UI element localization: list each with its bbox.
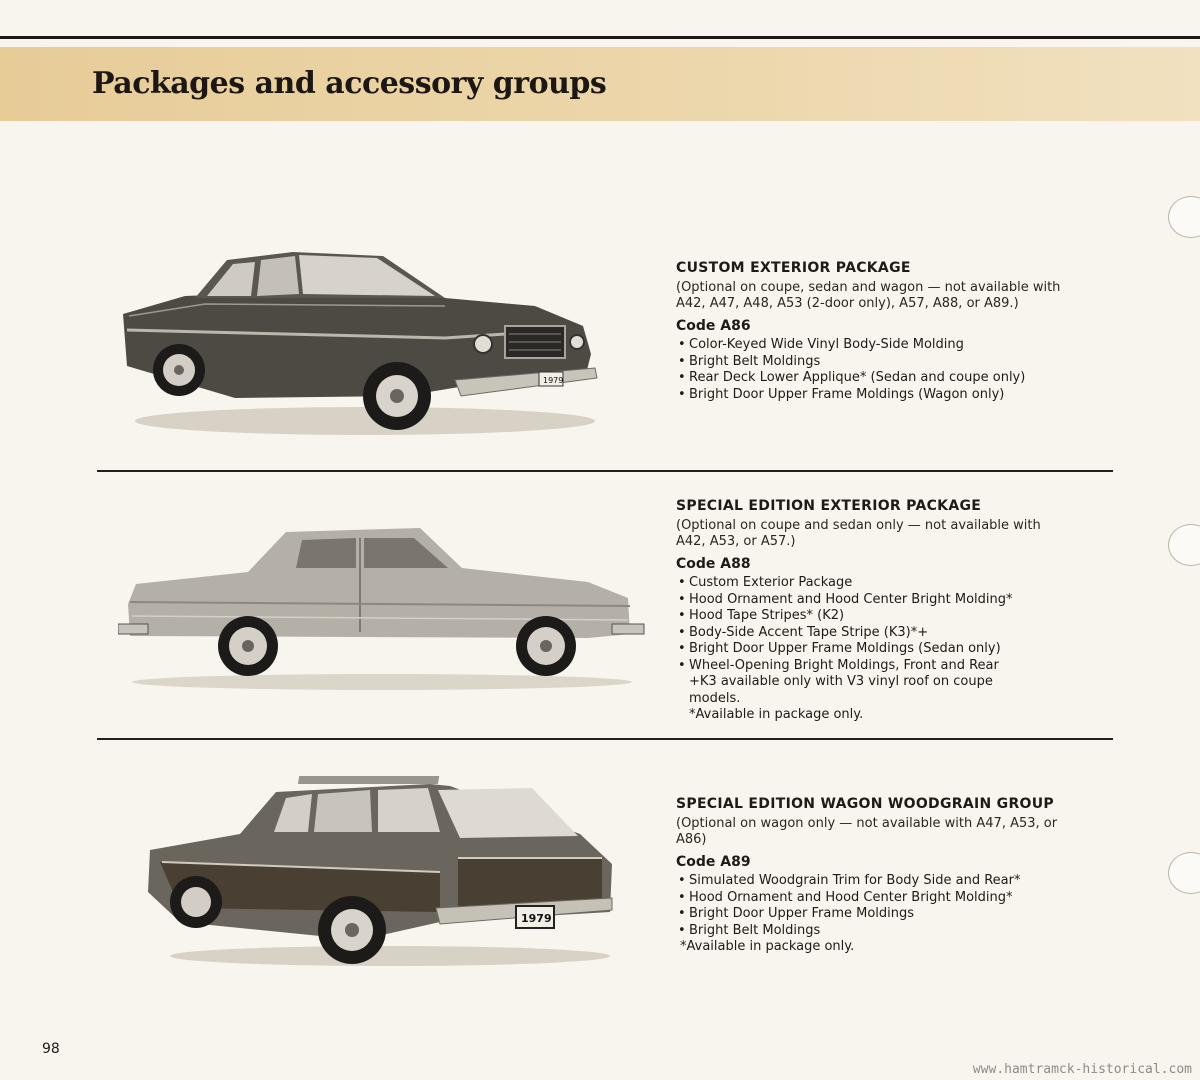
- list-item: • Wheel-Opening Bright Moldings, Front and Rear: [676, 658, 1046, 675]
- watermark: www.hamtramck-historical.com: [972, 1062, 1192, 1077]
- list-item: • Hood Tape Stripes* (K2): [676, 608, 1046, 625]
- feature-list: [676, 575, 1046, 674]
- section-divider: [97, 470, 1113, 472]
- list-item: • Body-Side Accent Tape Stripe (K3)*+: [676, 625, 1046, 642]
- list-item: • Bright Belt Moldings: [676, 923, 1076, 940]
- footnote: +K3 available only with V3 vinyl roof on coupe models.: [689, 674, 993, 706]
- page-number: 98: [42, 1041, 60, 1057]
- section-code: Code A86: [676, 317, 751, 334]
- list-item: • Simulated Woodgrain Trim for Body Side and Rear*: [676, 873, 1076, 890]
- sedan-car-image: [115, 246, 605, 446]
- sedan-side-car-image: [118, 524, 646, 692]
- binder-hole-top: [1168, 196, 1200, 238]
- feature-list: [676, 337, 1076, 403]
- top-rule: [0, 36, 1200, 39]
- section-code: Code A88: [676, 555, 751, 572]
- list-item: • Bright Door Upper Frame Moldings: [676, 906, 1076, 923]
- binder-hole-middle: [1168, 524, 1200, 566]
- list-item: • Color-Keyed Wide Vinyl Body-Side Molding: [676, 337, 1076, 354]
- section-divider: [97, 738, 1113, 740]
- footnote: *Available in package only.: [689, 707, 864, 722]
- section-title: SPECIAL EDITION WAGON WOODGRAIN GROUP: [676, 796, 1054, 812]
- footnote: *Available in package only.: [680, 939, 855, 954]
- special-edition-exterior-package-section: [676, 498, 1046, 724]
- special-edition-wagon-woodgrain-group-section: [676, 796, 1076, 956]
- page-title: Packages and accessory groups: [92, 66, 607, 101]
- list-item: • Rear Deck Lower Applique* (Sedan and coupe only): [676, 370, 1076, 387]
- list-item: • Bright Door Upper Frame Moldings (Wagon only): [676, 387, 1076, 404]
- list-item: • Bright Door Upper Frame Moldings (Sedan only): [676, 641, 1046, 658]
- section-title: SPECIAL EDITION EXTERIOR PACKAGE: [676, 498, 982, 514]
- list-item: • Hood Ornament and Hood Center Bright Molding*: [676, 592, 1046, 609]
- section-note: (Optional on wagon only — not available with A47, A53, or A86): [676, 815, 1058, 847]
- section-title: CUSTOM EXTERIOR PACKAGE: [676, 260, 911, 276]
- custom-exterior-package-section: [676, 260, 1076, 403]
- section-code: Code A89: [676, 853, 751, 870]
- list-item: • Hood Ornament and Hood Center Bright Molding*: [676, 890, 1076, 907]
- section-note: (Optional on coupe, sedan and wagon — not available with A42, A47, A48, A53 (2-door only), A57, A88, or A89.): [676, 279, 1061, 311]
- wagon-car-image: [140, 772, 620, 972]
- feature-list: [676, 873, 1076, 939]
- binder-hole-bottom: [1168, 852, 1200, 894]
- list-item: • Custom Exterior Package: [676, 575, 1046, 592]
- list-item: • Bright Belt Moldings: [676, 354, 1076, 371]
- license-plate-text: 1979: [543, 376, 564, 385]
- section-note: (Optional on coupe and sedan only — not available with A42, A53, or A57.): [676, 517, 1041, 549]
- license-plate-text: 1979: [521, 912, 552, 925]
